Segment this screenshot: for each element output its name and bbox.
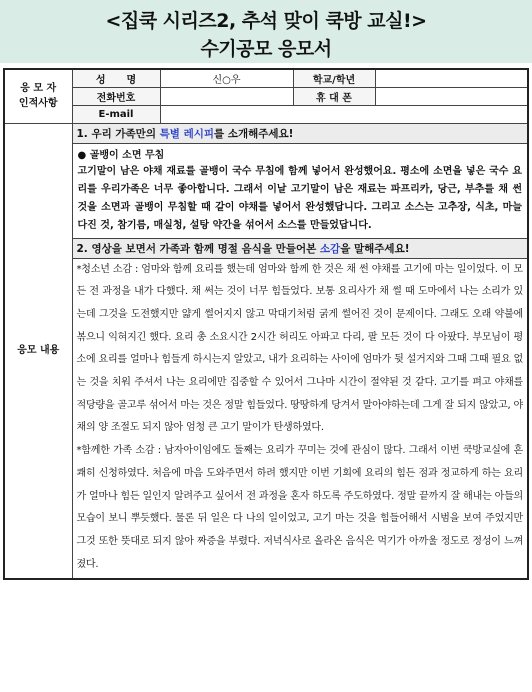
reviews-section: [72, 258, 528, 579]
recipe-text: 고기말이 남은 야채 재료를 골뱅이 국수 무침에 함께 넣어서 완성했어요. 평소에 소면을 넣은 국수 요리를 우리가족은 너무 좋아합니다. 그래서 이날 고기말이 남은 재료는 파프리카, 당근, 부추를 채 썬 것을 소면과 골뱅이 무침할 때 같이 야채를 넣어서 완성했답니다. 그리고 소스는 고추장, 식초, 마늘 다진 것, 참기름, 매실청, 설탕 약간을 섞어서 소스를 만들었답니다.: [77, 165, 522, 231]
email-label: E-mail: [72, 105, 160, 123]
family-review: *함께한 가족 소감 : 남자아이임에도 둘째는 요리가 꾸미는 것에 관심이 많다. 그래서 이번 쿡방교실에 흔쾌히 신청하였다. 처음에 마음 도와주면서 하려 했지만 이번 기회에 요리의 힘든 점과 정교하게 하는 요리가 얼마나 힘든 일인지 알려주고 싶어서 전 과정을 혼자 하도록 주도하였다. 정말 끝까지 잘 해내는 아들의 모습이 보니 뿌듯했다. 물론 뒤 일은 다 나의 일이었고, 고기 마는 것을 힘들어해서 시범을 보여 주었지만 그것 또한 뜻대로 되지 않아 짜증을 부렸다. 저녁식사로 올라온 음식은 먹기가 아까울 정도로 정성이 느껴졌다.: [76, 445, 523, 570]
phone-label: 전화번호: [72, 87, 160, 105]
recipe-title: ● 골뱅이 소면 무침: [77, 149, 165, 161]
mobile-label: 휴 대 폰: [293, 87, 375, 105]
document-title: <집쿡 시리즈2, 추석 맞이 쿡방 교실!>: [105, 10, 427, 32]
phone-value: [160, 87, 293, 105]
name-value: 신○우: [160, 69, 293, 87]
document-header: [0, 0, 532, 63]
content-section-label: 응모 내용: [4, 123, 72, 579]
question-1: 1. 우리 가족만의 특별 레시피를 소개해주세요!: [72, 123, 528, 143]
document-subtitle: 수기공모 응모서: [200, 38, 332, 60]
question-2: 2. 영상을 보면서 가족과 함께 명절 음식을 만들어본 소감을 말해주세요!: [72, 238, 528, 258]
email-value: [160, 105, 528, 123]
applicant-section-label: 응 모 자 인적사항: [4, 69, 72, 123]
student-review: *청소년 소감 : 엄마와 함께 요리를 했는데 엄마와 함께 한 것은 채 썬 야채를 고기에 마는 일이었다. 이 모든 전 과정을 내가 다했다. 채 써는 것이 너무 힘들었다. 보통 요리사가 채 썰 때 도마에서 나는 소리가 있는데 그것을 도전했지만 얇게 썰어지지 않고 막대기처럼 굵게 썰어진 것이 문제이다. 그래도 오래 약불에 볶으니 익혀지긴 했다. 요리 총 소요시간 2시간 허리도 아파고 다리, 팔 모든 것이 다 아팠다. 부모님이 평소에 요리를 얼마나 힘들게 하시는지 알았고, 내가 요리하는 사이에 엄마가 뒷 설거지와 그때 그때 필요 없는 것을 치워 주셔서 나는 요리에만 집중할 수 있어서 그나마 시간이 절약된 것 같다. 고기를 펴고 야채를 적당량을 골고루 섞어서 마는 것은 정말 힘들었다. 땅땅하게 당겨서 말아야하는데 그게 잘 되지 않았고, 야채의 양 조절도 되지 않아 엄청 큰 고기 말이가 탄생하였다.: [76, 263, 523, 434]
application-form: [3, 68, 529, 580]
mobile-value: [375, 87, 528, 105]
recipe-section: [72, 143, 528, 238]
school-label: 학교/학년: [293, 69, 375, 87]
name-label: 성 명: [72, 69, 160, 87]
school-value: [375, 69, 528, 87]
